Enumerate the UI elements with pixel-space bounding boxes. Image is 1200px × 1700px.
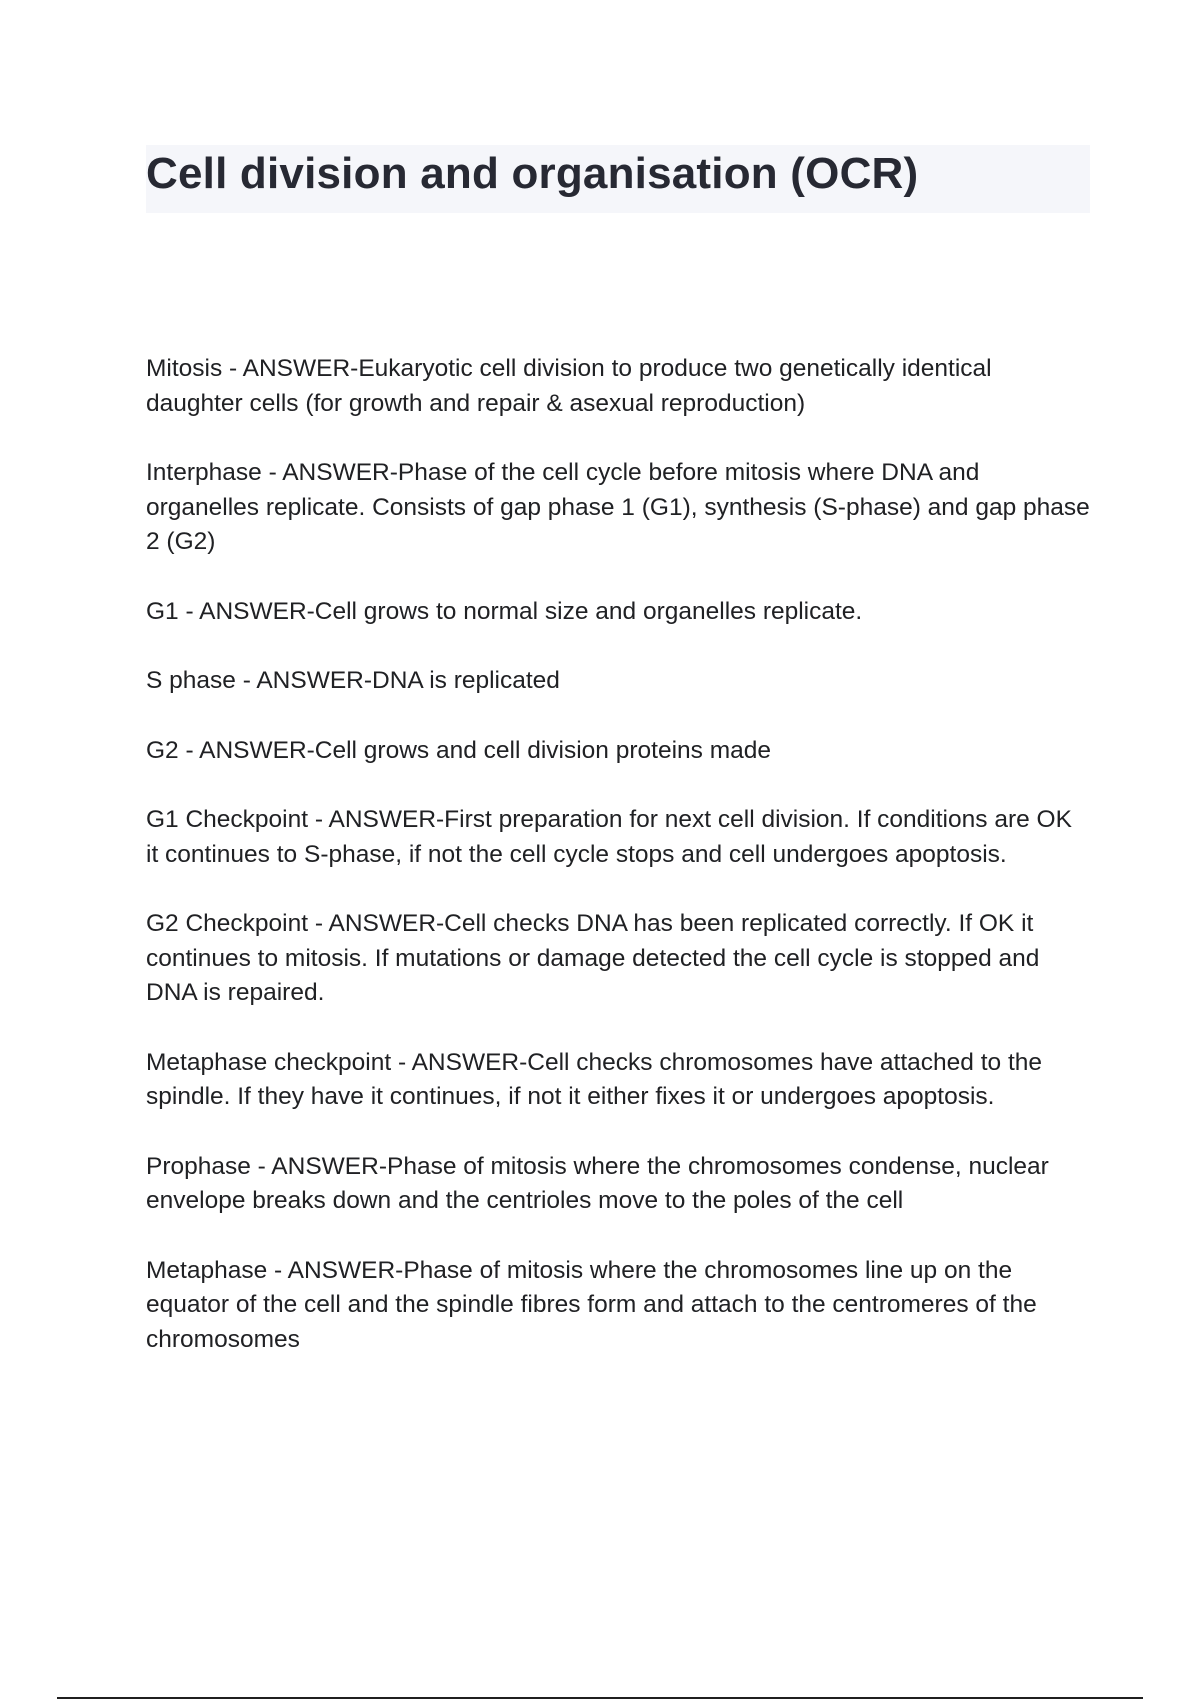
qa-entry-g1-checkpoint: G1 Checkpoint - ANSWER-First preparation for next cell division. If conditions are OK it continues to S-phase, if not the cell cycle stops and cell undergoes apoptosis. (146, 806, 1072, 868)
qa-entry-interphase: Interphase - ANSWER-Phase of the cell cycle before mitosis where DNA and organelles replicate. Consists of gap phase 1 (G1), synthesis (S-phase) and gap phase 2 (G2) (146, 459, 1090, 555)
page-title: Cell division and organisation (OCR) (146, 149, 919, 198)
qa-entry-g1: G1 - ANSWER-Cell grows to normal size and organelles replicate. (146, 597, 863, 625)
title-block (146, 145, 1090, 213)
qa-entry-g2-checkpoint: G2 Checkpoint - ANSWER-Cell checks DNA has been replicated correctly. If OK it continues to mitosis. If mutations or damage detected the cell cycle is stopped and DNA is repaired. (146, 910, 1040, 1006)
qa-entry-g2: G2 - ANSWER-Cell grows and cell division proteins made (146, 736, 771, 764)
qa-entry-metaphase: Metaphase - ANSWER-Phase of mitosis where the chromosomes line up on the equator of the cell and the spindle fibres form and attach to the centromeres of the chromosomes (146, 1256, 1037, 1353)
qa-entry-metaphase-checkpoint: Metaphase checkpoint - ANSWER-Cell checks chromosomes have attached to the spindle. If they have it continues, if not it either fixes it or undergoes apoptosis. (146, 1048, 1043, 1110)
qa-entry-mitosis: Mitosis - ANSWER-Eukaryotic cell division to produce two genetically identical daughter cells (for growth and repair & asexual reproduction) (146, 355, 992, 417)
qa-entry-prophase: Prophase - ANSWER-Phase of mitosis where the chromosomes condense, nuclear envelope breaks down and the centrioles move to the poles of the cell (146, 1152, 1049, 1214)
qa-entry-s-phase: S phase - ANSWER-DNA is replicated (146, 667, 560, 694)
footer-divider (57, 1697, 1143, 1699)
qa-list (146, 352, 1090, 1392)
